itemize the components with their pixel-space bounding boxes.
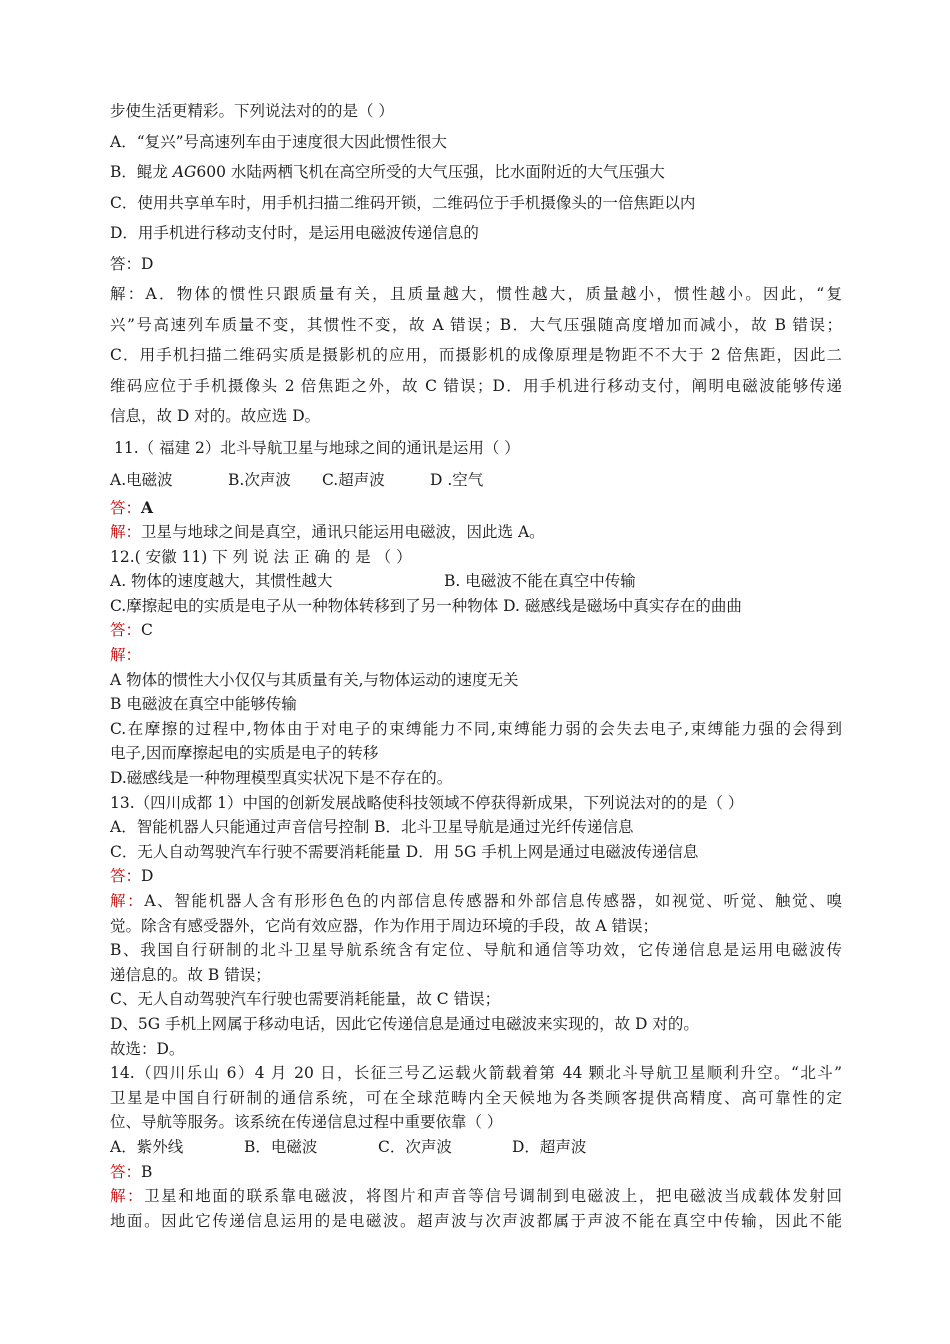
document-page [110,96,842,1233]
q11-answer-label: 答： [110,498,142,517]
q12-explanation-line: B 电磁波在真空中能够传输 [110,695,297,714]
q11-option-b: B.次声波 [228,470,291,489]
q13-explanation-first-text: A、智能机器人含有形形色色的内部信息传感器和外部信息传感器，如视觉、听觉、触觉、嗅 [144,892,842,910]
q14-explanation-first [110,1184,842,1209]
q10-explanation-line: C．用手机扫描二维码实质是摄影机的应用，而摄影机的成像原理是物距不不大于 2 倍焦距，因此二 [110,346,842,364]
q13-explanation-line: 觉。除含有感受器外，它尚有效应器，作为作用于周边环境的手段，故 A 错误； [110,916,659,935]
q13-options-cd: C．无人自动驾驶汽车行驶不需要消耗能量 D．用 5G 手机上网是通过电磁波传递信息 [110,842,699,861]
q11-option-c: C.超声波 [322,470,385,489]
q14-explanation-line: 地面。因此它传递信息运用的是电磁波。超声波与次声波都属于声波不能在真空中传输，因此不能 [110,1211,842,1230]
q10-option-b [110,157,842,188]
q14-answer-label: 答： [110,1162,142,1181]
q12-explanation-line: 电子,因而摩擦起电的实质是电子的转移 [110,744,379,763]
q11-answer [110,496,842,521]
q12-explanation-label: 解： [110,646,142,665]
q12-answer-label: 答： [110,621,142,640]
q11-explanation-label: 解： [110,523,142,542]
q12-answer [110,618,842,643]
q14-answer-value: B [141,1162,153,1181]
q13-explanation-line: D、5G 手机上网属于移动电话，因此它传递信息是通过电磁波来实现的，故 D 对的。 [110,1014,699,1033]
q10-option-b-post: 600 水陆两栖飞机在高空所受的大气压强，比水面附近的大气压强大 [196,163,665,181]
q12-options-ab [110,569,842,594]
q12-option-a: A. 物体的速度越大，其惯性越大 [110,572,333,591]
q10-explanation-line: 解：A．物体的惯性只跟质量有关，且质量越大，惯性越大，质量越小，惯性越小。因此，“复 [110,285,842,303]
q11-explanation [110,520,842,545]
q14-explanation-label: 解： [110,1187,145,1206]
q13-explanation-line: 故选：D。 [110,1039,185,1058]
q14-answer [110,1160,842,1185]
q10-explanation-line: 信息，故 D 对的。故应选 D。 [110,407,321,425]
q11-option-d: D .空气 [430,470,484,489]
question-11 [110,432,842,1234]
q12-option-b: B. 电磁波不能在真空中传输 [444,572,636,591]
q14-options [110,1135,842,1160]
q14-explanation-first-text: 卫星和地面的联系靠电磁波，将图片和声音等信号调制到电磁波上，把电磁波当成载体发射回 [144,1187,842,1206]
q12-stem: 12.( 安徽 11) 下 列 说 法 正 确 的 是 （ ） [110,547,412,566]
q13-explanation-first [110,889,842,914]
q12-options-cd: C.摩擦起电的实质是电子从一种物体转移到了另一种物体 D. 磁感线是磁场中真实存在的曲曲 [110,596,742,615]
q13-answer [110,864,842,889]
q14-option-b: B．电磁波 [244,1137,318,1156]
q13-explanation-line: 递信息的。故 B 错误； [110,965,271,984]
q11-option-a: A.电磁波 [110,470,173,489]
q14-stem-line: 14.（四川乐山 6）4 月 20 日，长征三号乙运载火箭载着第 44 颗北斗导航卫星顺利升空。“北斗” [110,1064,842,1083]
q13-explanation-line: C、无人自动驾驶汽车行驶也需要消耗能量，故 C 错误； [110,990,501,1009]
q12-explanation-line: A 物体的惯性大小仅仅与其质量有关,与物体运动的速度无关 [110,670,519,689]
q10-option-b-pre: B．鲲龙 [110,163,173,181]
q11-options [110,464,842,496]
q13-stem: 13.（四川成都 1）中国的创新发展战略使科技领域不停获得新成果，下列说法对的的是（ ） [110,793,744,812]
q13-options-ab: A．智能机器人只能通过声音信号控制 B．北斗卫星导航是通过光纤传递信息 [110,818,634,837]
q14-option-d: D．超声波 [512,1137,587,1156]
q12-answer-value: C [141,621,153,640]
q14-option-a: A．紫外线 [110,1137,184,1156]
q13-answer-label: 答： [110,867,142,886]
q10-option-b-em: AG [172,163,197,181]
q11-explanation-text: 卫星与地球之间是真空，通讯只能运用电磁波，因此选 A。 [141,523,545,542]
q13-answer-value: D [141,867,154,886]
q14-option-c: C．次声波 [378,1137,452,1156]
q10-explanation-line: 兴”号高速列车质量不变，其惯性不变，故 A 错误；B．大气压强随高度增加而减小，故 B 错误； [110,315,843,334]
q10-explanation-line: 维码应位于手机摄像头 2 倍焦距之外，故 C 错误；D．用手机进行移动支付，阐明电磁波能够传递 [110,376,842,395]
q14-stem-line: 位、导航等服务。该系统在传递信息过程中重要依靠（ ） [110,1113,503,1132]
q10-option-c: C．使用共享单车时，用手机扫描二维码开锁，二维码位于手机摄像头的一倍焦距以内 [110,193,696,212]
q11-stem: 11.（ 福建 2）北斗导航卫星与地球之间的通讯是运用（ ） [114,438,520,457]
q14-stem-line: 卫星是中国自行研制的通信系统，可在全球范畴内全天候地为各类顾客提供高精度、高可靠性的定 [110,1088,842,1107]
q12-explanation-line: D.磁感线是一种物理模型真实状况下是不存在的。 [110,769,453,788]
question-10 [110,96,842,432]
q10-stem-tail: 步使生活更精彩。下列说法对的的是（ ） [110,102,394,120]
q10-option-d: D．用手机进行移动支付时，是运用电磁波传递信息的 [110,224,479,242]
q10-answer: 答：D [110,254,154,273]
q13-explanation-label: 解： [110,892,145,910]
q11-answer-value: A [141,497,154,517]
q12-explanation-line: C.在摩擦的过程中,物体由于对电子的束缚能力不同,束缚能力弱的会失去电子,束缚能力强的会得到 [110,719,842,738]
q13-explanation-line: B、我国自行研制的北斗卫星导航系统含有定位、导航和通信等功效，它传递信息是运用电磁波传 [110,941,842,960]
q10-option-a: A．“复兴”号高速列车由于速度很大因此惯性很大 [110,132,448,151]
